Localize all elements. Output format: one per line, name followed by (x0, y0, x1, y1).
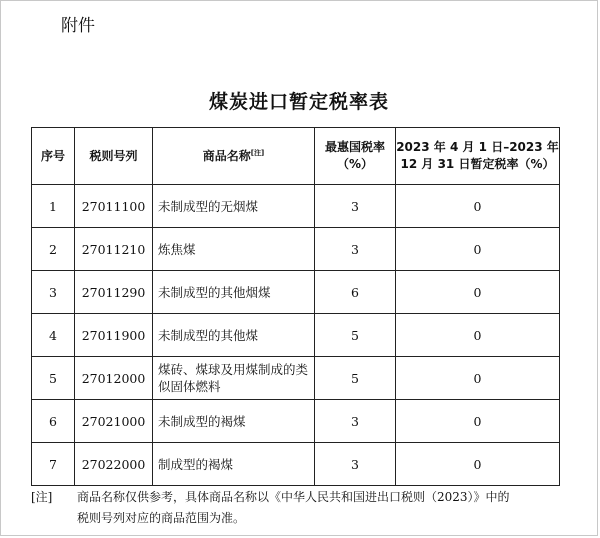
footnote-tag: [注] (31, 490, 53, 504)
table-row (32, 228, 560, 271)
cell-mfn: 3 (315, 185, 396, 228)
cell-code: 27011290 (75, 271, 153, 314)
footnote-line-1 (31, 487, 561, 508)
cell-name: 煤砖、煤球及用煤制成的类似固体燃料 (153, 357, 315, 400)
cell-mfn: 5 (315, 314, 396, 357)
cell-seq: 4 (32, 314, 75, 357)
cell-seq: 2 (32, 228, 75, 271)
cell-code: 27011100 (75, 185, 153, 228)
header-name-text: 商品名称 (202, 148, 251, 163)
header-mfn-rate (315, 128, 396, 185)
footnote-line-2 (31, 508, 561, 529)
header-name (153, 128, 315, 185)
cell-seq: 1 (32, 185, 75, 228)
cell-temp: 0 (396, 185, 560, 228)
cell-mfn: 5 (315, 357, 396, 400)
table-row (32, 185, 560, 228)
cell-temp: 0 (396, 271, 560, 314)
cell-seq: 5 (32, 357, 75, 400)
header-temp-line1: 2023 年 4 月 1 日–2023 年 (396, 140, 559, 154)
header-code: 税则号列 (75, 128, 153, 185)
cell-seq: 6 (32, 400, 75, 443)
cell-code: 27021000 (75, 400, 153, 443)
cell-mfn: 6 (315, 271, 396, 314)
cell-name: 制成型的褐煤 (153, 443, 315, 486)
cell-code: 27011210 (75, 228, 153, 271)
table-row (32, 400, 560, 443)
cell-mfn: 3 (315, 228, 396, 271)
cell-name: 未制成型的其他烟煤 (153, 271, 315, 314)
cell-seq: 7 (32, 443, 75, 486)
header-mfn-line2: （%） (336, 157, 374, 171)
table-title: 煤炭进口暂定税率表 (208, 91, 389, 113)
cell-mfn: 3 (315, 443, 396, 486)
cell-temp: 0 (396, 314, 560, 357)
cell-name: 未制成型的褐煤 (153, 400, 315, 443)
cell-temp: 0 (396, 228, 560, 271)
cell-seq: 3 (32, 271, 75, 314)
header-row (32, 128, 560, 185)
table-row (32, 314, 560, 357)
cell-temp: 0 (396, 357, 560, 400)
header-temp-rate (396, 128, 560, 185)
cell-code: 27011900 (75, 314, 153, 357)
attachment-label: 附件 (61, 16, 95, 36)
cell-temp: 0 (396, 400, 560, 443)
cell-code: 27022000 (75, 443, 153, 486)
table-row (32, 271, 560, 314)
header-seq: 序号 (32, 128, 75, 185)
table-row (32, 357, 560, 400)
cell-mfn: 3 (315, 400, 396, 443)
cell-name: 未制成型的其他煤 (153, 314, 315, 357)
cell-name: 未制成型的无烟煤 (153, 185, 315, 228)
cell-temp: 0 (396, 443, 560, 486)
footnote-text-2: 税则号列对应的商品范围为准。 (77, 511, 246, 525)
footnote (31, 487, 561, 529)
footnote-text-1: 商品名称仅供参考，具体商品名称以《中华人民共和国进出口税则（2023）》中的 (77, 490, 510, 504)
header-mfn-line1: 最惠国税率 (324, 140, 385, 154)
tariff-table (31, 127, 560, 486)
header-name-note: [注] (250, 148, 265, 157)
table-row (32, 443, 560, 486)
header-temp-line2: 12 月 31 日暂定税率（%） (400, 157, 555, 171)
cell-code: 27012000 (75, 357, 153, 400)
cell-name: 炼焦煤 (153, 228, 315, 271)
